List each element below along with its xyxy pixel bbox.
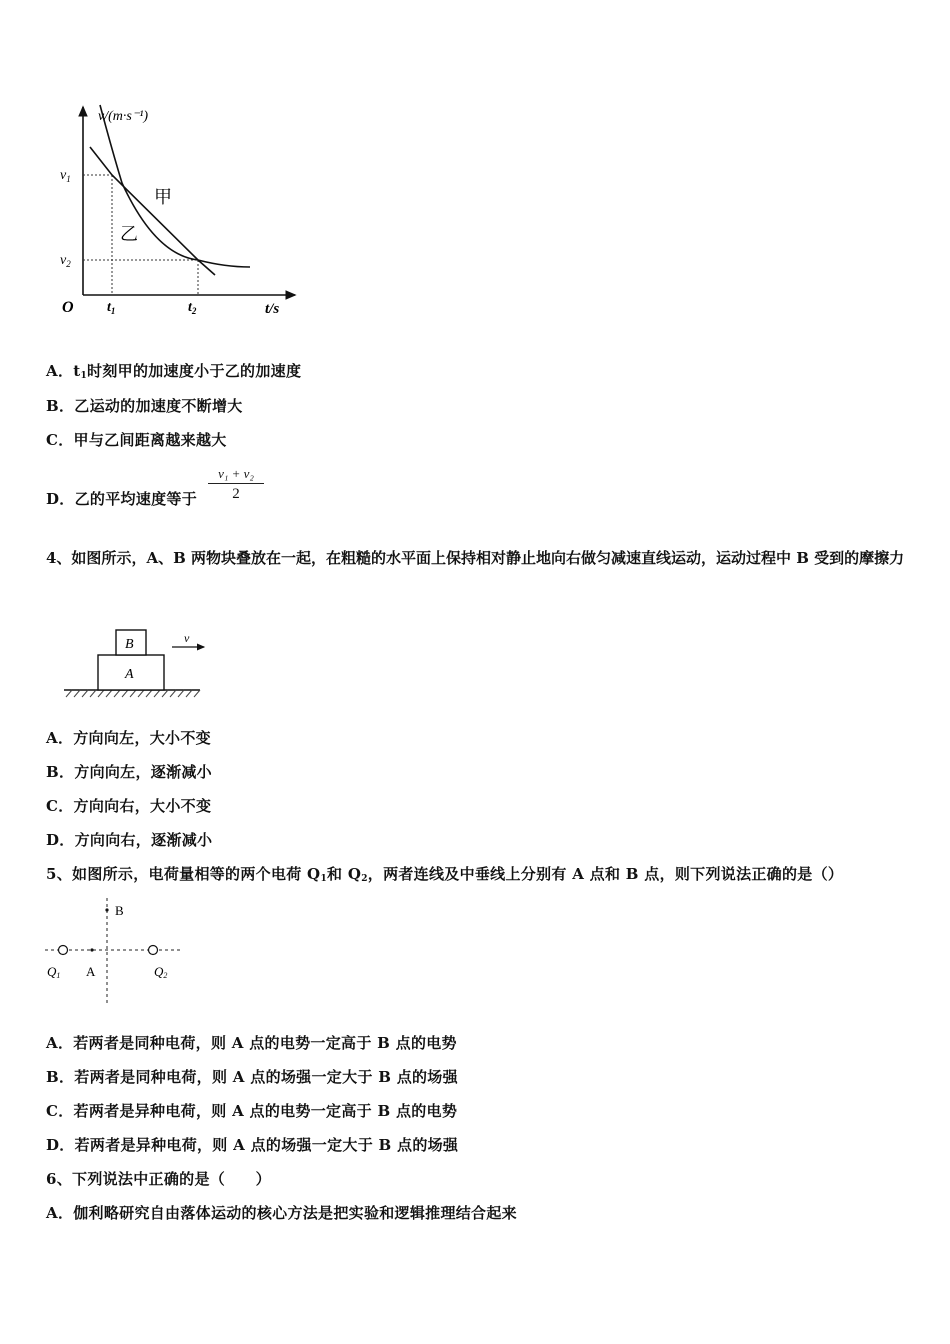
average-velocity-fraction: [208, 466, 264, 503]
q5-option-a: A．若两者是同种电荷，则 A 点的电势一定高于 B 点的电势: [46, 1034, 457, 1052]
q3-option-d: D．乙的平均速度等于: [46, 490, 198, 508]
q3-option-c: C．甲与乙间距离越来越大: [46, 431, 227, 449]
x-axis-label: t/s: [265, 301, 280, 317]
t2-label: $t_2$: [188, 300, 197, 316]
block-b-label: B: [125, 637, 134, 652]
origin-label: O: [62, 299, 74, 316]
v2-label: $v_2$: [60, 253, 71, 269]
curve-yi-label: 乙: [120, 224, 138, 245]
q5-stem: 5、如图所示，电荷量相等的两个电荷 $Q_1$和 $Q_2$，两者连线及中垂线上分别有 A 点和 B 点，则下列说法正确的是（）: [46, 865, 844, 884]
q6-stem: 6、下列说法中正确的是（ ）: [46, 1170, 271, 1188]
velocity-label: v: [184, 631, 190, 645]
charge-q2: [149, 946, 158, 955]
stacked-blocks-figure: [62, 625, 212, 705]
point-b-label: B: [115, 903, 124, 918]
q5-option-c: C．若两者是异种电荷，则 A 点的电势一定高于 B 点的电势: [46, 1102, 458, 1120]
point-a-label: A: [86, 964, 96, 979]
q3-option-a: A．$t_1$时刻甲的加速度小于乙的加速度: [46, 362, 302, 381]
q5-option-b: B．若两者是同种电荷，则 A 点的场强一定大于 B 点的场强: [46, 1068, 458, 1086]
fraction-numerator: v₁ + v₂: [208, 466, 264, 484]
charge-q2-label: Q2: [154, 964, 168, 980]
q4-option-a: A．方向向左，大小不变: [46, 729, 211, 747]
y-axis-label: v/(m·s⁻¹): [98, 109, 149, 124]
ground-hatching: [66, 690, 200, 697]
q5-option-d: D．若两者是异种电荷，则 A 点的场强一定大于 B 点的场强: [46, 1136, 459, 1154]
point-b-dot: [105, 908, 108, 911]
curve-jia: [90, 147, 215, 275]
v1-label: $v_1$: [60, 168, 71, 184]
point-a-dot: [90, 948, 93, 951]
q3-option-b: B．乙运动的加速度不断增大: [46, 397, 243, 415]
q6-option-a: A．伽利略研究自由落体运动的核心方法是把实验和逻辑推理结合起来: [46, 1204, 517, 1222]
q4-option-d: D．方向向右，逐渐减小: [46, 831, 213, 849]
q4-stem: 4、如图所示，A、B 两物块叠放在一起，在粗糙的水平面上保持相对静止地向右做匀减速直线运动，运动过程中 B 受到的摩擦力: [46, 549, 905, 567]
charge-q1-label: Q1: [47, 964, 61, 980]
fraction-denominator: 2: [232, 486, 240, 502]
charge-q1: [59, 946, 68, 955]
q4-option-c: C．方向向右，大小不变: [46, 797, 212, 815]
t1-label: $t_1$: [107, 300, 116, 316]
block-a-label: A: [125, 667, 134, 682]
curve-jia-label: 甲: [154, 187, 172, 208]
two-charges-figure: [42, 893, 192, 1013]
velocity-time-graph: [50, 95, 310, 325]
q4-option-b: B．方向向左，逐渐减小: [46, 763, 212, 781]
